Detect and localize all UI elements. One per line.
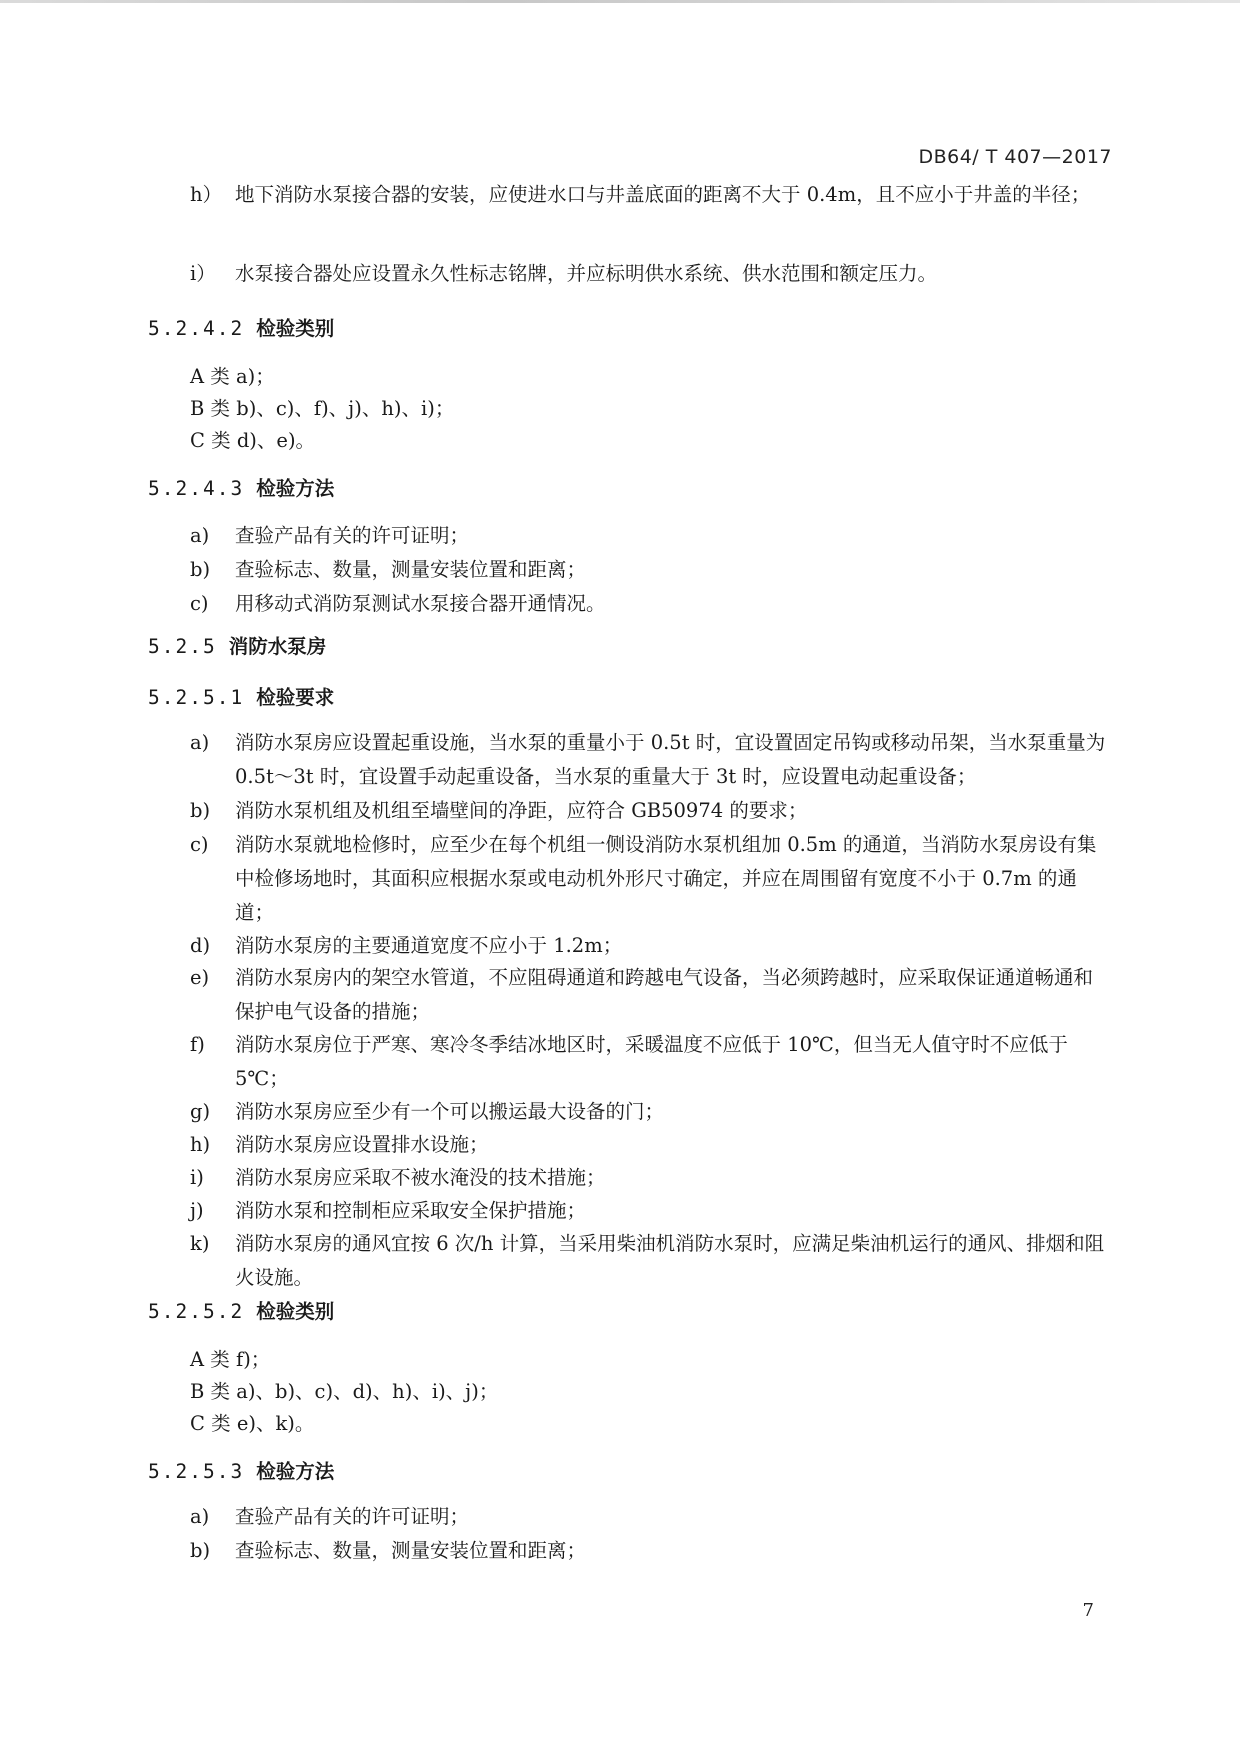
list-text: 消防水泵房内的架空水管道，不应阻碍通道和跨越电气设备，当必须跨越时，应采取保证通道畅通和保护电气设备的措施；	[235, 966, 1094, 1023]
list-text: 消防水泵和控制柜应采取安全保护措施；	[235, 1199, 587, 1222]
list-item	[190, 1128, 1110, 1162]
section-heading	[148, 1457, 334, 1487]
list-item	[190, 519, 1110, 553]
section-number: 5.2.5	[148, 635, 217, 658]
list-item	[190, 1161, 1110, 1195]
list-item	[190, 828, 1110, 930]
section-number: 5.2.5.2	[148, 1300, 245, 1323]
list-item	[190, 1095, 1110, 1129]
section-title: 检验方法	[256, 1460, 335, 1483]
list-item	[190, 929, 1110, 963]
list-text: 消防水泵机组及机组至墙壁间的净距，应符合 GB50974 的要求；	[235, 799, 808, 822]
category-line: C 类 e)、k)。	[190, 1412, 315, 1435]
section-number: 5.2.5.1	[148, 686, 245, 709]
document-code: DB64/ T 407—2017	[918, 146, 1112, 168]
list-text: 消防水泵房的主要通道宽度不应小于 1.2m；	[235, 934, 623, 957]
list-marker: a)	[190, 524, 210, 547]
list-marker: b)	[190, 558, 211, 581]
list-item	[190, 1534, 1110, 1568]
list-item	[190, 794, 1110, 828]
section-title: 消防水泵房	[228, 635, 327, 658]
section-number: 5.2.4.2	[148, 317, 245, 340]
section-number: 5.2.4.3	[148, 477, 245, 500]
list-text: 消防水泵就地检修时，应至少在每个机组一侧设消防水泵机组加 0.5m 的通道，当消防水泵房设有集中检修场地时，其面积应根据水泵或电动机外形尺寸确定，并应在周围留有宽度不小于 0.7m 的通道；	[235, 833, 1097, 924]
section-heading	[148, 683, 334, 713]
category-line: B 类 b)、c)、f)、j)、h)、i)；	[190, 397, 455, 420]
list-text: 用移动式消防泵测试水泵接合器开通情况。	[235, 592, 606, 615]
list-text: 查验标志、数量，测量安装位置和距离；	[235, 558, 587, 581]
list-item	[190, 1500, 1110, 1534]
list-item	[190, 553, 1110, 587]
category-line: A 类 a)；	[190, 365, 275, 388]
list-marker: i)	[190, 1166, 204, 1189]
list-marker: f)	[190, 1033, 205, 1056]
list-text: 消防水泵房应至少有一个可以搬运最大设备的门；	[235, 1100, 665, 1123]
list-text: 消防水泵房应采取不被水淹没的技术措施；	[235, 1166, 606, 1189]
section-heading	[148, 314, 334, 344]
list-marker: g)	[190, 1100, 211, 1123]
list-text: 查验标志、数量，测量安装位置和距离；	[235, 1539, 587, 1562]
list-item	[190, 726, 1110, 794]
section-title: 检验要求	[256, 686, 335, 709]
list-marker: b)	[190, 799, 211, 822]
list-marker: h)	[190, 1133, 211, 1156]
list-text: 地下消防水泵接合器的安装，应使进水口与井盖底面的距离不大于 0.4m，且不应小于井盖的半径；	[235, 183, 1091, 206]
list-marker: b)	[190, 1539, 211, 1562]
list-item	[190, 587, 1110, 621]
list-marker: j)	[190, 1199, 204, 1222]
section-title: 检验类别	[256, 317, 335, 340]
list-text: 水泵接合器处应设置永久性标志铭牌，并应标明供水系统、供水范围和额定压力。	[235, 262, 938, 285]
list-item	[190, 1028, 1110, 1096]
category-line: C 类 d)、e)。	[190, 429, 316, 452]
section-heading	[148, 1297, 334, 1327]
section-heading	[148, 474, 334, 504]
list-marker: c)	[190, 592, 209, 615]
section-heading	[148, 632, 326, 662]
list-marker: a)	[190, 731, 210, 754]
list-item	[190, 1227, 1110, 1295]
list-marker: d)	[190, 934, 211, 957]
list-text: 消防水泵房的通风宜按 6 次/h 计算，当采用柴油机消防水泵时，应满足柴油机运行的通风、排烟和阻火设施。	[235, 1232, 1105, 1289]
list-text: 查验产品有关的许可证明；	[235, 1505, 470, 1528]
list-item	[190, 178, 1110, 212]
list-text: 查验产品有关的许可证明；	[235, 524, 470, 547]
list-item	[190, 257, 1110, 291]
list-text: 消防水泵房应设置排水设施；	[235, 1133, 489, 1156]
scan-top-edge	[0, 0, 1240, 3]
list-item	[190, 961, 1110, 1029]
section-title: 检验类别	[256, 1300, 335, 1323]
category-line: B 类 a)、b)、c)、d)、h)、i)、j)；	[190, 1380, 499, 1403]
list-text: 消防水泵房位于严寒、寒冷冬季结冰地区时，采暖温度不应低于 10℃，但当无人值守时不应低于 5℃；	[235, 1033, 1068, 1090]
list-marker: k)	[190, 1232, 210, 1255]
list-marker: c)	[190, 833, 209, 856]
section-number: 5.2.5.3	[148, 1460, 245, 1483]
list-item	[190, 1194, 1110, 1228]
list-marker: e)	[190, 966, 210, 989]
list-marker: h）	[190, 183, 223, 206]
list-text: 消防水泵房应设置起重设施，当水泵的重量小于 0.5t 时，宜设置固定吊钩或移动吊架，当水泵重量为 0.5t～3t 时，宜设置手动起重设备，当水泵的重量大于 3t 时，应设置电动起重设备；	[235, 731, 1106, 788]
category-line: A 类 f)；	[190, 1348, 271, 1371]
section-title: 检验方法	[256, 477, 335, 500]
list-marker: a)	[190, 1505, 210, 1528]
page-number: 7	[1082, 1600, 1094, 1621]
list-marker: i）	[190, 262, 216, 285]
